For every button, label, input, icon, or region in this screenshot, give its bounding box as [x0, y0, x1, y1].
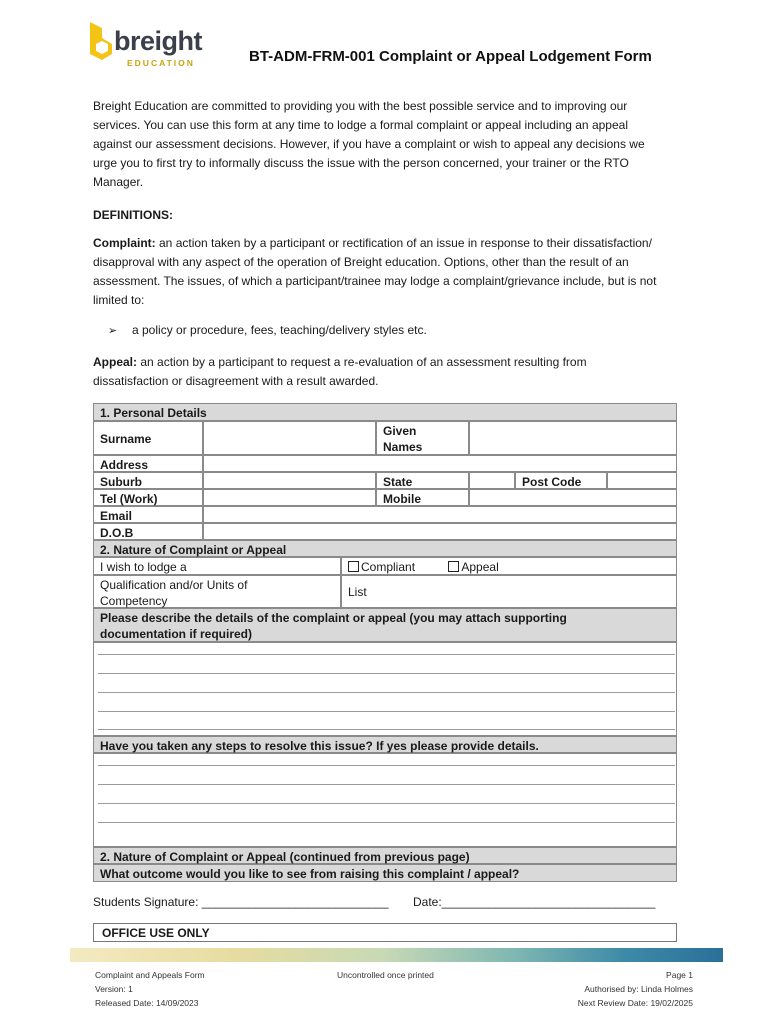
address-field[interactable]	[203, 455, 677, 472]
appeal-definition	[93, 353, 663, 391]
complaint-option[interactable]	[348, 560, 415, 574]
section-personal-details: 1. Personal Details	[93, 403, 677, 421]
bullet-text: a policy or procedure, fees, teaching/delivery styles etc.	[132, 323, 427, 337]
hexagon-logo-icon	[86, 20, 116, 60]
definitions-heading: DEFINITIONS:	[93, 208, 173, 222]
office-use-only: OFFICE USE ONLY	[93, 923, 677, 942]
suburb-label: Suburb	[93, 472, 203, 489]
post-code-field[interactable]	[607, 472, 677, 489]
email-field[interactable]	[203, 506, 677, 523]
qualification-field[interactable]: List	[341, 575, 677, 608]
surname-field[interactable]	[203, 421, 376, 455]
intro-paragraph: Breight Education are committed to providing you with the best possible service and to improving our services. You can use this form at any time to lodge a formal complaint or appeal including an appeal against our assessment decisions. However, if you have a complaint or wish to appeal any decisions we urge you to first try to informally discuss the issue with the person concerned, your trainer or the RTO Manager.	[93, 99, 645, 189]
mobile-field[interactable]	[469, 489, 677, 506]
footer-uncontrolled: Uncontrolled once printed	[337, 970, 434, 980]
date-line[interactable]: Date:________________________________	[413, 895, 656, 909]
footer-version: Version: 1	[95, 984, 133, 994]
given-label-line1: Given	[383, 424, 417, 438]
steps-area[interactable]	[93, 753, 677, 847]
steps-heading: Have you taken any steps to resolve this issue? If yes please provide details.	[93, 736, 677, 753]
qual-label-line1: Qualification and/or Units of	[100, 578, 248, 592]
footer-page-number: Page 1	[666, 970, 693, 980]
footer-right	[578, 968, 693, 1010]
outcome-heading: What outcome would you like to see from raising this complaint / appeal?	[93, 864, 677, 882]
footer-left	[95, 968, 205, 1010]
writing-line	[98, 711, 675, 712]
address-label: Address	[93, 455, 203, 472]
given-names-field[interactable]	[469, 421, 677, 455]
page-title: BT-ADM-FRM-001 Complaint or Appeal Lodgement Form	[249, 48, 652, 65]
footer-color-stripe	[70, 948, 723, 962]
footer-authorised-by: Authorised by: Linda Holmes	[584, 984, 693, 994]
section-nature: 2. Nature of Complaint or Appeal	[93, 540, 677, 557]
qualification-label	[93, 575, 341, 608]
describe-line2: documentation if required)	[100, 627, 253, 641]
mobile-label: Mobile	[376, 489, 469, 506]
complaint-term: Complaint:	[93, 236, 156, 250]
tel-work-field[interactable]	[203, 489, 376, 506]
given-names-label	[376, 421, 469, 455]
writing-line	[98, 654, 675, 655]
describe-line1: Please describe the details of the complaint or appeal (you may attach supporting	[100, 611, 567, 625]
writing-line	[98, 803, 675, 804]
describe-area[interactable]	[93, 642, 677, 736]
writing-line	[98, 673, 675, 674]
lodge-label: I wish to lodge a	[93, 557, 341, 575]
writing-line	[98, 692, 675, 693]
students-signature-line[interactable]: Students Signature: ____________________________	[93, 895, 389, 909]
section-nature-continued: 2. Nature of Complaint or Appeal (continued from previous page)	[93, 847, 677, 864]
suburb-field[interactable]	[203, 472, 376, 489]
appeal-def-text: an action by a participant to request a re-evaluation of an assessment resulting from dissatisfaction or disagreement with a result awarded.	[93, 355, 587, 388]
logo-wordmark: breight	[114, 26, 202, 56]
breight-logo	[86, 20, 216, 72]
describe-heading	[93, 608, 677, 642]
qual-label-line2: Competency	[100, 594, 168, 608]
dob-field[interactable]	[203, 523, 677, 540]
arrow-bullet-icon: ➢	[108, 325, 118, 337]
complaint-definition	[93, 234, 663, 310]
post-code-label: Post Code	[515, 472, 607, 489]
checkbox-icon[interactable]	[348, 561, 359, 572]
writing-line	[98, 765, 675, 766]
writing-line	[98, 822, 675, 823]
footer-released-date: Released Date: 14/09/2023	[95, 998, 199, 1008]
checkbox-icon[interactable]	[448, 561, 459, 572]
appeal-term: Appeal:	[93, 355, 138, 369]
lodge-options	[341, 557, 677, 575]
state-label: State	[376, 472, 469, 489]
dob-label: D.O.B	[93, 523, 203, 540]
surname-label: Surname	[93, 421, 203, 455]
complaint-option-label: Compliant	[361, 560, 416, 574]
appeal-option[interactable]	[448, 560, 498, 574]
logo-subtitle: EDUCATION	[127, 58, 195, 68]
appeal-option-label: Appeal	[461, 560, 499, 574]
bullet-item	[108, 321, 427, 341]
given-label-line2: Names	[383, 440, 423, 454]
footer-next-review: Next Review Date: 19/02/2025	[577, 998, 693, 1008]
tel-work-label: Tel (Work)	[93, 489, 203, 506]
email-label: Email	[93, 506, 203, 523]
complaint-def-text: an action taken by a participant or rectification of an issue in response to their dissatisfaction/ disapproval with any aspect of the operation of Breight education. Options, other than the result of an assessment. The issues, of which a participant/trainee may lodge a complaint/grievance include, but is not limited to:	[93, 236, 657, 307]
state-field[interactable]	[469, 472, 515, 489]
writing-line	[98, 784, 675, 785]
writing-line	[98, 729, 675, 730]
footer-form-name: Complaint and Appeals Form	[95, 970, 205, 980]
